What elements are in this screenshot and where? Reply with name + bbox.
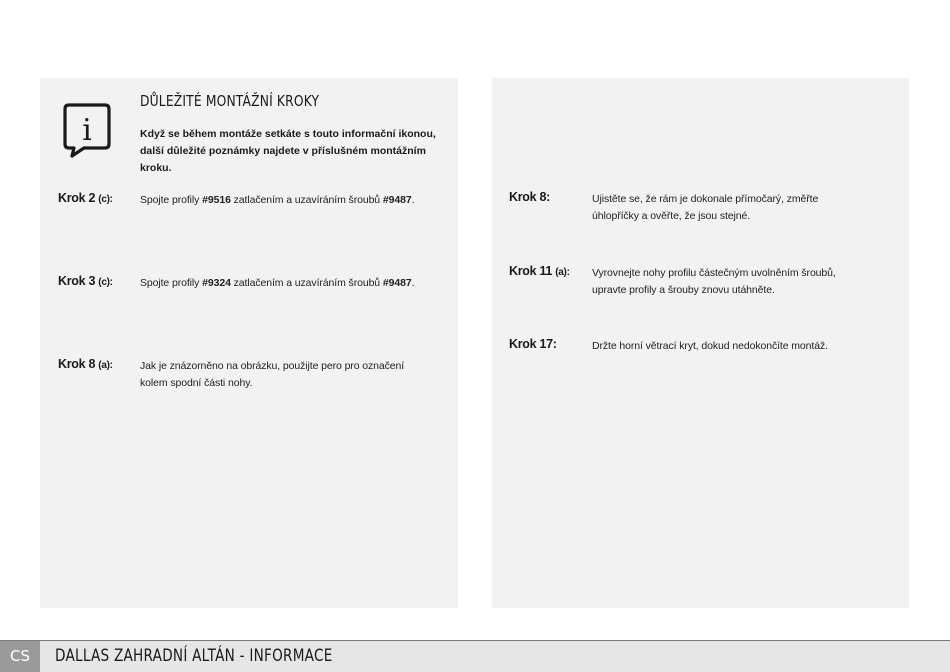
language-badge: CS [0, 641, 40, 672]
step-label: Krok 11 (a): [509, 264, 570, 278]
step-text: Držte horní větrací kryt, dokud nedokončíte montáž. [592, 340, 828, 352]
step-text: Spojte profily #9516 zatlačením a uzavíráním šroubů #9487. [140, 194, 415, 206]
step-text: Jak je znázorněno na obrázku, použijte pero pro označení kolem spodní části nohy. [140, 360, 405, 389]
info-description: Když se během montáže setkáte s touto informační ikonou, další důležité poznámky najdete v příslušném montážním kroku. [140, 128, 436, 174]
step-text: Spojte profily #9324 zatlačením a uzavíráním šroubů #9487. [140, 277, 415, 289]
info-title: DŮLEŽITÉ MONTÁŽNÍ KROKY [140, 92, 320, 110]
right-panel [492, 78, 909, 608]
step-label: Krok 17: [509, 337, 557, 351]
footer-title: DALLAS ZAHRADNÍ ALTÁN - INFORMACE [55, 646, 333, 666]
step-text: Vyrovnejte nohy profilu částečným uvolněním šroubů, upravte profily a šrouby znovu utáhněte. [592, 267, 836, 296]
step-label: Krok 2 (c): [58, 191, 113, 205]
footer-bar [0, 640, 950, 672]
info-speech-bubble-icon [62, 102, 112, 158]
step-text: Ujistěte se, že rám je dokonale přímočarý, změřte úhlopříčky a ověřte, že jsou stejné. [592, 193, 819, 222]
step-label: Krok 8 (a): [58, 357, 113, 371]
svg-text:i: i [82, 113, 92, 148]
step-label: Krok 3 (c): [58, 274, 113, 288]
left-panel [40, 78, 458, 608]
step-label: Krok 8: [509, 190, 550, 204]
